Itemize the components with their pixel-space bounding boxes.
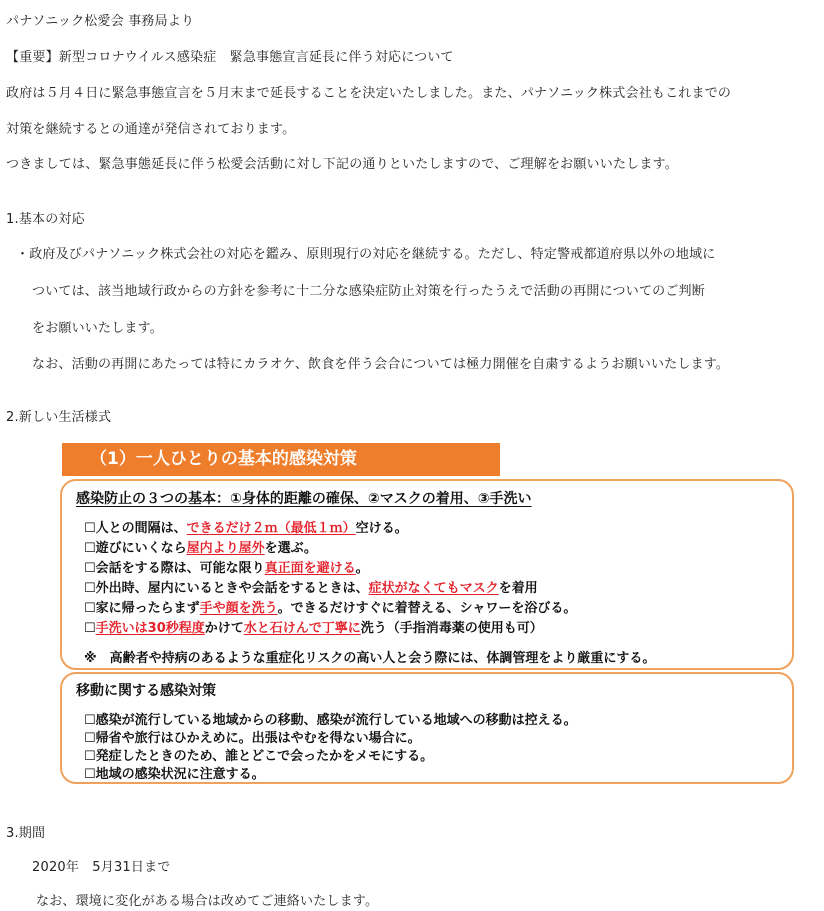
section1-line-3: をお願いいたします。: [32, 321, 163, 336]
movement-measures-title: 移動に関する感染対策: [76, 683, 216, 699]
section1-line-1: ・政府及びパナソニック株式会社の対応を鑑み、原則現行の対応を継続する。ただし、特定警戒都道府県以外の地域に: [16, 247, 716, 262]
measure-text: ☐遊びにいくなら: [84, 541, 187, 556]
measure-item-4: [84, 577, 538, 596]
measure-text: を選ぶ。: [264, 541, 317, 556]
basic-measures-box: [60, 479, 794, 670]
measure-text: ☐人との間隔は、: [84, 521, 187, 536]
measure-highlight: 屋内より屋外: [186, 541, 265, 556]
movement-item-2: ☐帰省や旅行はひかえめに。出張はやむを得ない場合に。: [84, 731, 421, 746]
intro-line-2: 対策を継続するとの通達が発信されております。: [6, 122, 296, 137]
measure-highlight: 水と石けんで丁寧に: [243, 621, 361, 636]
high-risk-note: ※ 高齢者や持病のあるような重症化リスクの高い人と会う際には、体調管理をより厳重にする。: [84, 651, 656, 666]
section2-heading: 2.新しい生活様式: [6, 410, 112, 425]
measure-text: 空ける。: [355, 521, 408, 536]
measure-text: 。できるだけすぐに着替える、シャワーを浴びる。: [277, 601, 577, 616]
movement-measures-box: [60, 672, 794, 784]
measure-item-2: [84, 537, 317, 556]
measure-highlight: 症状がなくてもマスク: [368, 581, 499, 596]
measure-highlight: できるだけ２ｍ（最低１ｍ）: [186, 521, 356, 536]
measure-text: かけて: [204, 621, 244, 636]
header-from: パナソニック松愛会 事務局より: [6, 14, 195, 29]
section1-line-2: ついては、該当地域行政からの方針を参考に十二分な感染症防止対策を行ったうえで活動の再開についてのご判断: [32, 284, 705, 299]
measure-item-3: [84, 557, 369, 576]
intro-line-1: 政府は５月４日に緊急事態宣言を５月末まで延長することを決定いたしました。また、パナソニック株式会社もこれまでの: [6, 86, 732, 101]
measure-text: ☐外出時、屋内にいるときや会話をするときは、: [84, 581, 369, 596]
section1-heading: 1.基本の対応: [6, 212, 85, 227]
movement-item-4: ☐地域の感染状況に注意する。: [84, 767, 265, 782]
measure-text: 。: [355, 561, 369, 576]
movement-item-1: ☐感染が流行している地域からの移動、感染が流行している地域への移動は控える。: [84, 713, 577, 728]
measure-highlight: 手洗いは30秒程度: [95, 621, 205, 636]
movement-item-3: ☐発症したときのため、誰とどこで会ったかをメモにする。: [84, 749, 434, 764]
measure-highlight: 真正面を避ける: [264, 561, 356, 576]
section1-line-4: なお、活動の再開にあたっては特にカラオケ、飲食を伴う会合については極力開催を自粛するようお願いいたします。: [32, 357, 730, 372]
section3-heading: 3.期間: [6, 826, 46, 841]
measure-highlight: 手や顔を洗う: [199, 601, 278, 616]
measure-item-1: [84, 517, 408, 536]
measure-text: ☐会話をする際は、可能な限り: [84, 561, 265, 576]
measure-text: ☐家に帰ったらまず: [84, 601, 200, 616]
measure-item-5: [84, 597, 576, 616]
period-date: 2020年 5月31日まで: [32, 860, 171, 875]
measure-text: を着用: [498, 581, 538, 596]
subject-line: 【重要】新型コロナウイルス感染症 緊急事態宣言延長に伴う対応について: [6, 50, 454, 65]
basic-measures-title: 感染防止の３つの基本：①身体的距離の確保、②マスクの着用、③手洗い: [76, 491, 532, 507]
measure-text: 洗う（手指消毒薬の使用も可）: [360, 621, 543, 636]
measure-text: ☐: [84, 621, 96, 636]
measure-item-6: [84, 617, 543, 636]
intro-line-3: つきましては、緊急事態延長に伴う松愛会活動に対し下記の通りといたしますので、ご理解をお願いいたします。: [6, 157, 678, 172]
infection-banner: （1）一人ひとりの基本的感染対策: [62, 443, 500, 476]
period-note: なお、環境に変化がある場合は改めてご連絡いたします。: [36, 894, 379, 909]
